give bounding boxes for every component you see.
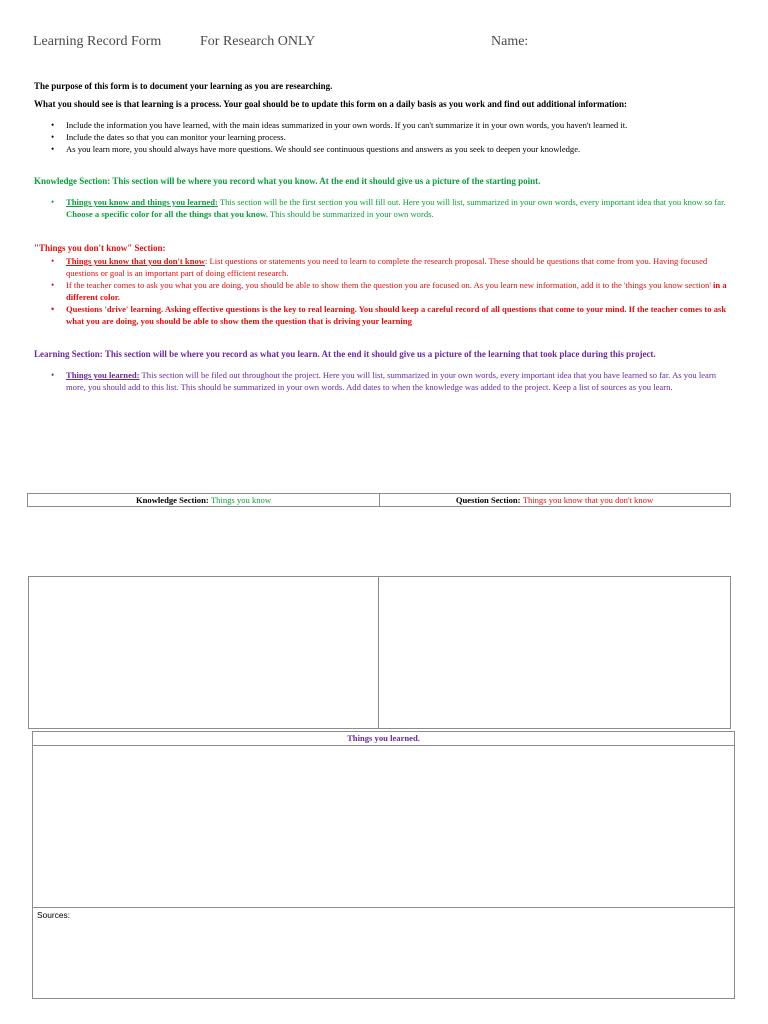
knowledge-column-label: Knowledge Section: xyxy=(135,495,209,505)
list-item: • Questions 'drive' learning. Asking effective questions is the key to real learning. You should keep a careful record of all questions that come to your mind. If the teacher comes to ask what you are doing, you should be able to show them the question that is driving your learning xyxy=(48,303,738,327)
question-column-label: Question Section: xyxy=(455,495,521,505)
list-item xyxy=(48,279,738,303)
list-item xyxy=(48,196,738,220)
name-label: Name: xyxy=(491,34,529,49)
list-item: • Include the information you have learned, with the main ideas summarized in your own words. If you can't summarize it in your own words, you haven't learned it. xyxy=(48,119,748,131)
list-item xyxy=(48,255,738,279)
list-item xyxy=(48,369,728,393)
questions-bullet-lead: Things you know that you don't know xyxy=(66,256,205,266)
knowledge-column-value: Things you know xyxy=(210,495,272,505)
questions-bullet-text: If the teacher comes to ask you what you are doing, you should be able to show them the question you are focused on. As you learn new information, add it to the 'things you know section' xyxy=(66,280,711,290)
knowledge-heading: Knowledge Section: This section will be where you record what you know. At the end it should give us a picture of the starting point. xyxy=(34,176,541,186)
form-title: Learning Record Form xyxy=(33,34,162,49)
knowledge-entry-box[interactable] xyxy=(28,576,379,729)
knowledge-column-header xyxy=(28,494,380,506)
sources-entry-area[interactable] xyxy=(33,908,734,998)
question-column-value: Things you know that you don't know xyxy=(522,495,654,505)
learning-bullet-lead: Things you learned: xyxy=(66,370,140,380)
knowledge-bullet-bold: Choose a specific color for all the things that you know. xyxy=(66,209,268,219)
intro-bullets xyxy=(48,119,748,155)
purpose-text: The purpose of this form is to document your learning as you are researching. xyxy=(34,81,333,91)
knowledge-bullet-lead: Things you know and things you learned: xyxy=(66,197,218,207)
learning-bullets xyxy=(48,369,728,393)
learning-heading: Learning Section: This section will be where you record as what you learn. At the end it should give us a picture of the learning that took place during this project. xyxy=(34,349,656,359)
questions-bullet-bold: in a different color. xyxy=(66,280,727,302)
section-header-table xyxy=(27,493,731,507)
learned-title: Things you learned. xyxy=(33,732,734,746)
questions-heading: "Things you don't know" Section: xyxy=(34,243,166,253)
questions-bullets xyxy=(48,255,738,327)
knowledge-bullet-tail: This should be summarized in your own words. xyxy=(267,209,434,219)
list-item: • As you learn more, you should always have more questions. We should see continuous questions and answers as you seek to deepen your knowledge. xyxy=(48,143,748,155)
learned-entry-area[interactable] xyxy=(33,746,734,908)
learned-table xyxy=(32,731,735,999)
form-subtitle: For Research ONLY xyxy=(200,34,316,49)
list-item: • Include the dates so that you can monitor your learning process. xyxy=(48,131,748,143)
learning-bullet-text: This section will be filed out throughout the project. Here you will list, summarized in your own words, every important idea that you have learned so far. As you learn more, you should add to this list. This should be summarized in your own words. Add dates to when the knowledge was added to the project. Keep a list of sources as you learn. xyxy=(66,370,716,392)
questions-bullet-text: : List questions or statements you need to learn to complete the research proposal. These should be questions that come from you. Having focused questions or goal is an important part of doing efficient research. xyxy=(66,256,708,278)
knowledge-bullet-text: This section will be the first section you will fill out. Here you will list, summarized in your own words, every important idea that you know so far. xyxy=(217,197,726,207)
question-column-header xyxy=(379,494,730,506)
questions-entry-box[interactable] xyxy=(378,576,731,729)
sources-label: Sources: xyxy=(37,910,71,920)
goal-text: What you should see is that learning is a process. Your goal should be to update this form on a daily basis as you work and find out additional information: xyxy=(34,99,627,109)
knowledge-bullets xyxy=(48,196,738,220)
